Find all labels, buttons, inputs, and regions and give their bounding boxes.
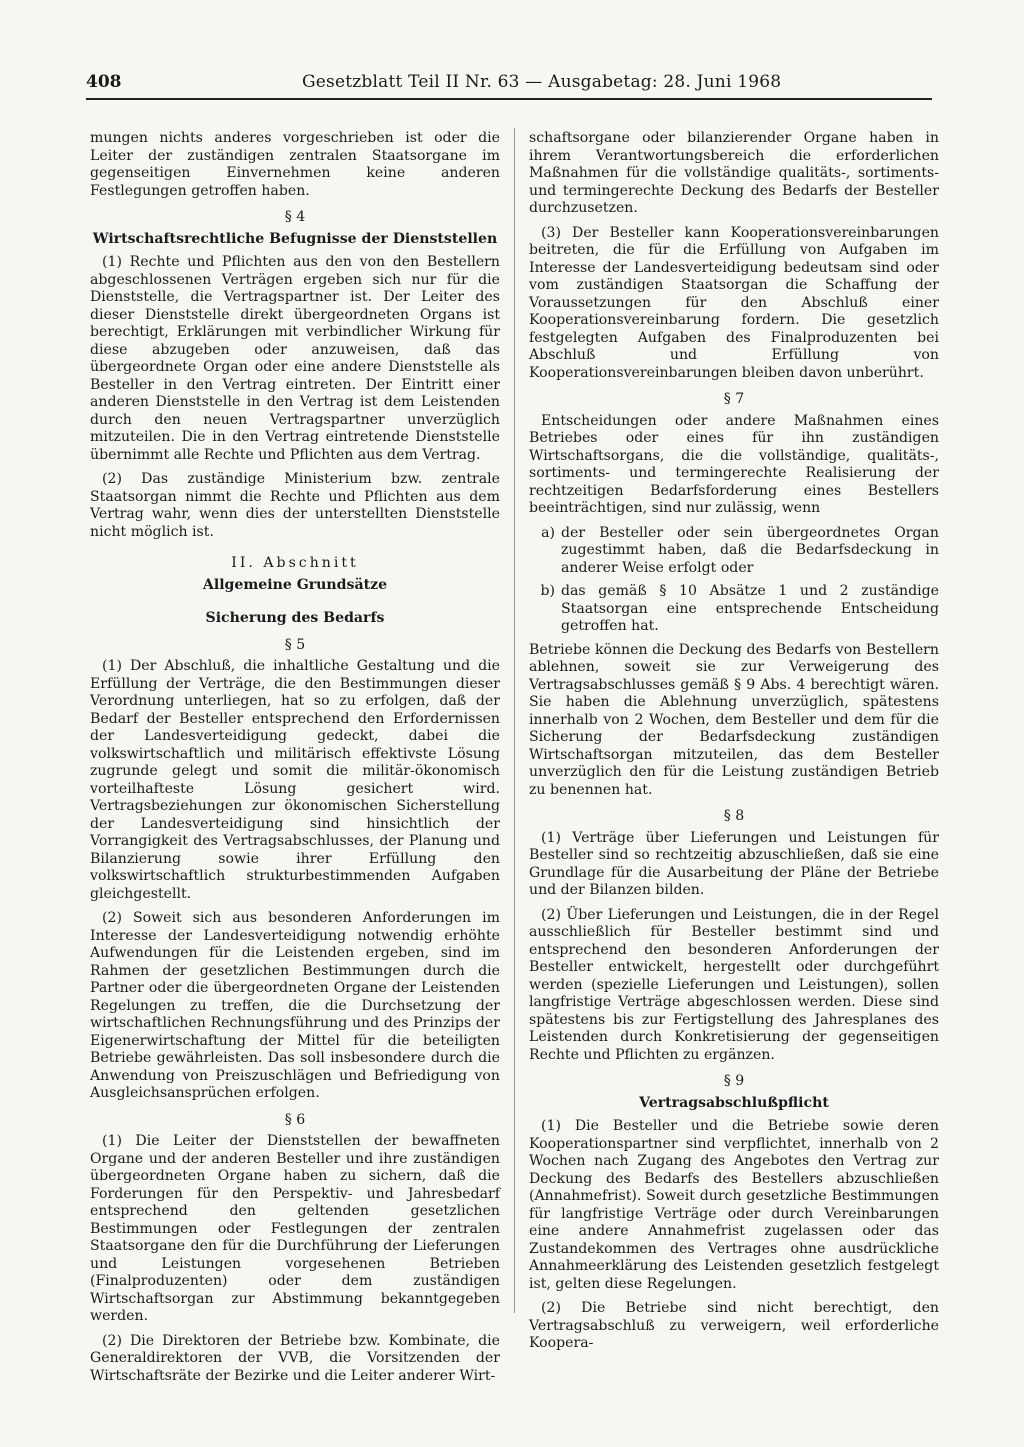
- right-column: [529, 130, 939, 1360]
- section-9-paragraph-2: (2) Die Betriebe sind nicht berechtigt, den Vertragsabschluß zu verweigern, weil erforderliche Koopera-: [529, 1300, 939, 1351]
- section-5-paragraph-1: (1) Der Abschluß, die inhaltliche Gestaltung und die Erfüllung der Verträge, die den Bestimmungen dieser Verordnung unterliegen, hat so zu erfolgen, daß der Bedarf der Besteller entsprechend den Erfordernissen der Landesverteidigung gedeckt, dabei die volkswirtschaftlich und militärisch effektivste Lösung zugrunde gelegt und somit die militär-ökonomisch vorteilhafteste Lösung gesichert wird. Vertragsbeziehungen zur ökonomischen Sicherstellung der Landesverteidigung sind hinsichtlich der Vorrangigkeit des Vertragsabschlusses, der Planung und Bilanzierung sowie ihrer Erfüllung den volkswirtschaftlich strukturbestimmenden Aufgaben gleichgestellt.: [90, 658, 500, 902]
- chapter-heading: II. Abschnitt: [231, 555, 359, 571]
- subchapter-title: Sicherung des Bedarfs: [205, 610, 385, 626]
- page-number: 408: [86, 72, 122, 92]
- list-item: [529, 525, 939, 578]
- section-4-paragraph-2: (2) Das zuständige Ministerium bzw. zentrale Staatsorgan nimmt die Rechte und Pflichten aus dem Vertrag wahr, wenn dies der unterstellten Dienststelle nicht möglich ist.: [90, 471, 500, 540]
- section-8-paragraph-1: (1) Verträge über Lieferungen und Leistungen für Besteller sind so rechtzeitig abzuschließen, daß sie eine Grundlage für die Ausarbeitung der Pläne der Betriebe und der Bilanzen bilden.: [529, 829, 939, 898]
- section-8-paragraph-2: (2) Über Lieferungen und Leistungen, die in der Regel ausschließlich für Besteller bestimmt sind und entsprechend den besonderen Anforderungen der Besteller entwickelt, hergestellt oder durchgeführt werden (spezielle Lieferungen und Leistungen), sollen langfristige Verträge abgeschlossen werden. Diese sind spätestens bis zur Fertigstellung des Jahresplanes des Leistenden durch Konkretisierung der gegenseitigen Rechte und Pflichten zu ergänzen.: [529, 906, 939, 1063]
- section-9-paragraph-1: (1) Die Besteller und die Betriebe sowie deren Kooperationspartner sind verpflichtet, innerhalb von 2 Wochen nach Zugang des Angebotes den Vertrag zur Deckung des Bedarfs des Bestellers abzuschließen (Annahmefrist). Soweit durch gesetzliche Bestimmungen für langfristige Verträge oder durch Vereinbarungen eine andere Annahmefrist zugelassen oder das Zustandekommen des Vertrages ohne ausdrückliche Annahmeerklärung des Leistenden gesetzlich festgelegt ist, gelten diese Regelungen.: [529, 1118, 939, 1292]
- list-text-b: das gemäß § 10 Absätze 1 und 2 zuständige Staatsorgan eine entsprechende Entscheidung getroffen hat.: [561, 583, 939, 634]
- section-7-paragraph-2: Betriebe können die Deckung des Bedarfs von Bestellern ablehnen, soweit sie zur Verweigerung des Vertragsabschlusses gemäß § 9 Abs. 4 berechtigt wären. Sie haben die Ablehnung unverzüglich, spätestens innerhalb von 2 Wochen, dem Besteller und dem für die Sicherung der Bedarfsdeckung zuständigen Wirtschaftsorgan mitzuteilen, das dem Besteller unverzüglich den für die Leistung zuständigen Betrieb zu benennen hat.: [529, 641, 939, 798]
- section-6-number: § 6: [284, 1111, 306, 1128]
- section-4-paragraph-1: (1) Rechte und Pflichten aus den von den Bestellern abgeschlossenen Verträgen ergeben sich nur für die Dienststelle, die Vertragspartner ist. Der Leiter des dieser Dienststelle direkt übergeordneten Organs ist berechtigt, Erklärungen mit verbindlicher Wirkung für diese abzugeben oder anzuweisen, daß das übergeordnete Organ oder eine andere Dienststelle als Besteller in den Vertrag eintreten. Der Eintritt einer anderen Dienststelle in den Vertrag ist dem Leistenden durch den neuen Vertragspartner unverzüglich mitzuteilen. Die in den Vertrag eintretende Dienststelle übernimmt alle Rechte und Pflichten aus dem Vertrag.: [90, 254, 500, 463]
- list-label-b: b): [540, 583, 555, 599]
- list-text-a: der Besteller oder sein übergeordnetes Organ zugestimmt haben, daß die Bedarfsdeckung in anderer Weise erfolgt oder: [561, 524, 939, 576]
- list-label-a: a): [541, 524, 555, 541]
- left-column: [90, 130, 500, 1392]
- section-9-number: § 9: [723, 1073, 745, 1089]
- section-5-paragraph-2: (2) Soweit sich aus besonderen Anforderungen im Interesse der Landesverteidigung notwendig erhöhte Aufwendungen für die Leistenden ergeben, sind im Rahmen der gesetzlichen Bestimmungen durch die Partner oder die übergeordneten Organe der Leistenden Regelungen zu treffen, die die Durchsetzung der wirtschaftlichen Rechnungsführung und des Prinzips der Eigenerwirtschaftung der Mittel für die beteiligten Betriebe gewährleisten. Das soll insbesondere durch die Anwendung von Preiszuschlägen und Befriedigung von Ausgleichsansprüchen erfolgen.: [90, 910, 500, 1101]
- section-6-paragraph-1: (1) Die Leiter der Dienststellen der bewaffneten Organe und der anderen Besteller und ihre zuständigen übergeordneten Organe haben zu sichern, daß die Forderungen für den Perspektiv- und Jahresbedarf entsprechend den geltenden gesetzlichen Bestimmungen oder Festlegungen der zentralen Staatsorgane den für die Durchführung der Lieferungen und Leistungen vorgesehenen Betrieben (Finalproduzenten) oder dem zuständigen Wirtschaftsorgan zur Abstimmung bekanntgegeben werden.: [90, 1133, 500, 1324]
- continued-paragraph: mungen nichts anderes vorgeschrieben ist oder die Leiter der zuständigen zentralen Staatsorgane im gegenseitigen Einvernehmen keine anderen Festlegungen getroffen haben.: [90, 130, 500, 199]
- section-5-number: § 5: [284, 636, 306, 653]
- continued-paragraph: schaftsorgane oder bilanzierender Organe haben in ihrem Verantwortungsbereich die erforderlichen Maßnahmen für die vollständige qualitäts-, sortiments- und termingerechte Deckung des Bedarfs der Besteller durchzusetzen.: [529, 130, 939, 216]
- section-8-number: § 8: [723, 808, 745, 824]
- section-4-number: § 4: [284, 209, 306, 225]
- section-7-number: § 7: [723, 391, 745, 407]
- section-6-paragraph-3: (3) Der Besteller kann Kooperationsvereinbarungen beitreten, die für die Erfüllung von Aufgaben im Interesse der Landesverteidigung bedeutsam sind oder vom zuständigen Staatsorgan die Schaffung der Voraussetzungen für den Abschluß einer Kooperationsvereinbarung fordern. Die gesetzlich festgelegten Aufgaben des Finalproduzenten bei Abschluß und Erfüllung von Kooperationsvereinbarungen bleiben davon unberührt.: [529, 224, 939, 381]
- section-4-title: Wirtschaftsrechtliche Befugnisse der Dienststellen: [92, 230, 498, 247]
- column-divider: [514, 128, 515, 1313]
- running-title: Gesetzblatt Teil II Nr. 63 — Ausgabetag: 28. Juni 1968: [302, 72, 782, 92]
- section-7-paragraph-1: Entscheidungen oder andere Maßnahmen eines Betriebes oder eines für ihn zuständigen Wirtschaftsorgans, die die vollständige, qualitäts-, sortiments- und termingerechte Realisierung der rechtzeitigen Bedarfsforderung eines Bestellers beeinträchtigen, sind nur zulässig, wenn: [529, 412, 939, 516]
- page-header: [86, 72, 932, 100]
- section-6-paragraph-2: (2) Die Direktoren der Betriebe bzw. Kombinate, die Generaldirektoren der VVB, die Vorsitzenden der Wirtschaftsräte der Bezirke und die Leiter anderer Wirt-: [90, 1332, 500, 1384]
- chapter-title: Allgemeine Grundsätze: [202, 576, 388, 593]
- section-9-title: Vertragsabschlußpflicht: [639, 1094, 829, 1111]
- list-item: [529, 583, 939, 636]
